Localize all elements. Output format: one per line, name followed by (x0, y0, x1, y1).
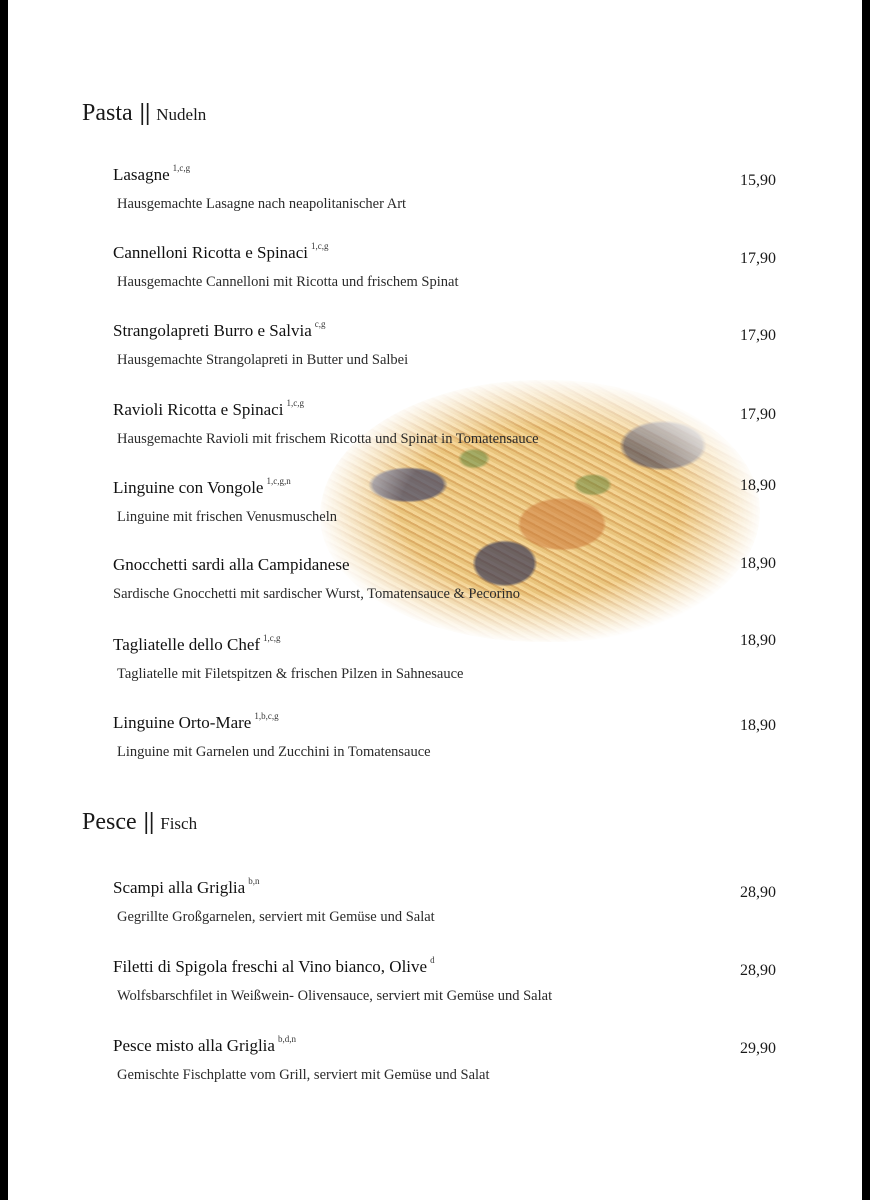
section-title-pasta (82, 100, 206, 127)
menu-item (113, 711, 813, 761)
menu-item-description: Hausgemachte Strangolapreti in Butter und Salbei (117, 352, 409, 368)
menu-item-name (113, 319, 813, 341)
menu-item-name (113, 1034, 813, 1056)
menu-item-description: Hausgemachte Lasagne nach neapolitanischer Art (117, 196, 407, 212)
menu-item-price: 18,90 (740, 555, 776, 572)
menu-item-name (113, 711, 813, 733)
section-title-sub: Nudeln (156, 105, 207, 124)
menu-item-description: Gemischte Fischplatte vom Grill, serviert mit Gemüse und Salat (117, 1067, 490, 1083)
item-name-text: Tagliatelle dello Chef (113, 635, 261, 654)
section-title-separator: || (143, 809, 155, 835)
section-title-main: Pasta (82, 100, 133, 126)
section-title-sub: Fisch (160, 814, 198, 833)
menu-item-description: Hausgemachte Ravioli mit frischem Ricotta und Spinat in Tomatensauce (117, 431, 539, 447)
menu-item-description: Gegrillte Großgarnelen, serviert mit Gemüse und Salat (117, 909, 435, 925)
allergen-codes: 1,c,g (311, 241, 329, 251)
menu-item-price: 17,90 (740, 327, 776, 344)
menu-item-price: 17,90 (740, 250, 776, 267)
allergen-codes: 1,c,g (286, 398, 304, 408)
menu-item (113, 1034, 813, 1084)
allergen-codes: 1,c,g,n (266, 476, 291, 486)
allergen-codes: b,d,n (277, 1034, 296, 1044)
menu-item (113, 633, 813, 683)
item-name-text: Pesce misto alla Griglia (113, 1036, 275, 1055)
menu-item-name (113, 398, 813, 420)
allergen-codes: b,n (248, 876, 260, 886)
section-title-separator: || (139, 100, 151, 126)
item-name-text: Scampi alla Griglia (113, 878, 246, 897)
item-name-text: Lasagne (113, 165, 170, 184)
menu-item-price: 28,90 (740, 884, 776, 901)
menu-item-description: Wolfsbarschfilet in Weißwein- Olivensauce, serviert mit Gemüse und Salat (117, 988, 553, 1004)
menu-item-price: 28,90 (740, 962, 776, 979)
menu-item (113, 476, 813, 526)
menu-item-name (113, 163, 813, 185)
item-name-text: Gnocchetti sardi alla Campidanese (113, 555, 350, 574)
menu-item-name (113, 241, 813, 263)
menu-page (8, 0, 862, 1200)
item-name-text: Linguine con Vongole (113, 478, 264, 497)
menu-item-price: 18,90 (740, 717, 776, 734)
allergen-codes: c,g (314, 319, 326, 329)
menu-item-name (113, 476, 813, 498)
item-name-text: Linguine Orto-Mare (113, 713, 252, 732)
section-title-main: Pesce (82, 809, 137, 835)
allergen-codes: 1,c,g (172, 163, 191, 173)
menu-item (113, 241, 813, 291)
menu-item-description: Linguine mit frischen Venusmuscheln (117, 509, 338, 525)
menu-item-description: Tagliatelle mit Filetspitzen & frischen Pilzen in Sahnesauce (117, 666, 464, 682)
section-title-pesce (82, 809, 197, 836)
menu-item-description: Hausgemachte Cannelloni mit Ricotta und frischem Spinat (117, 274, 459, 290)
allergen-codes: 1,b,c,g (254, 711, 279, 721)
item-name-text: Filetti di Spigola freschi al Vino bianco, Olive (113, 957, 428, 976)
menu-item-price: 18,90 (740, 477, 776, 494)
menu-item-price: 29,90 (740, 1040, 776, 1057)
menu-item-name (113, 633, 813, 655)
menu-item-name (113, 955, 813, 977)
item-name-text: Ravioli Ricotta e Spinaci (113, 400, 284, 419)
menu-item (113, 876, 813, 926)
menu-item (113, 555, 813, 603)
item-name-text: Cannelloni Ricotta e Spinaci (113, 243, 308, 262)
menu-item (113, 398, 813, 448)
allergen-codes: 1,c,g (263, 633, 281, 643)
menu-item (113, 955, 813, 1005)
menu-item-description: Sardische Gnocchetti mit sardischer Wurst, Tomatensauce & Pecorino (113, 586, 520, 602)
menu-item-name (113, 876, 813, 898)
menu-item-name (113, 555, 813, 575)
menu-item-price: 15,90 (740, 172, 776, 189)
menu-item-description: Linguine mit Garnelen und Zucchini in Tomatensauce (117, 744, 431, 760)
menu-item (113, 319, 813, 369)
item-name-text: Strangolapreti Burro e Salvia (113, 321, 312, 340)
allergen-codes: d (430, 955, 435, 965)
menu-item (113, 163, 813, 213)
menu-item-price: 17,90 (740, 406, 776, 423)
menu-item-price: 18,90 (740, 632, 776, 649)
